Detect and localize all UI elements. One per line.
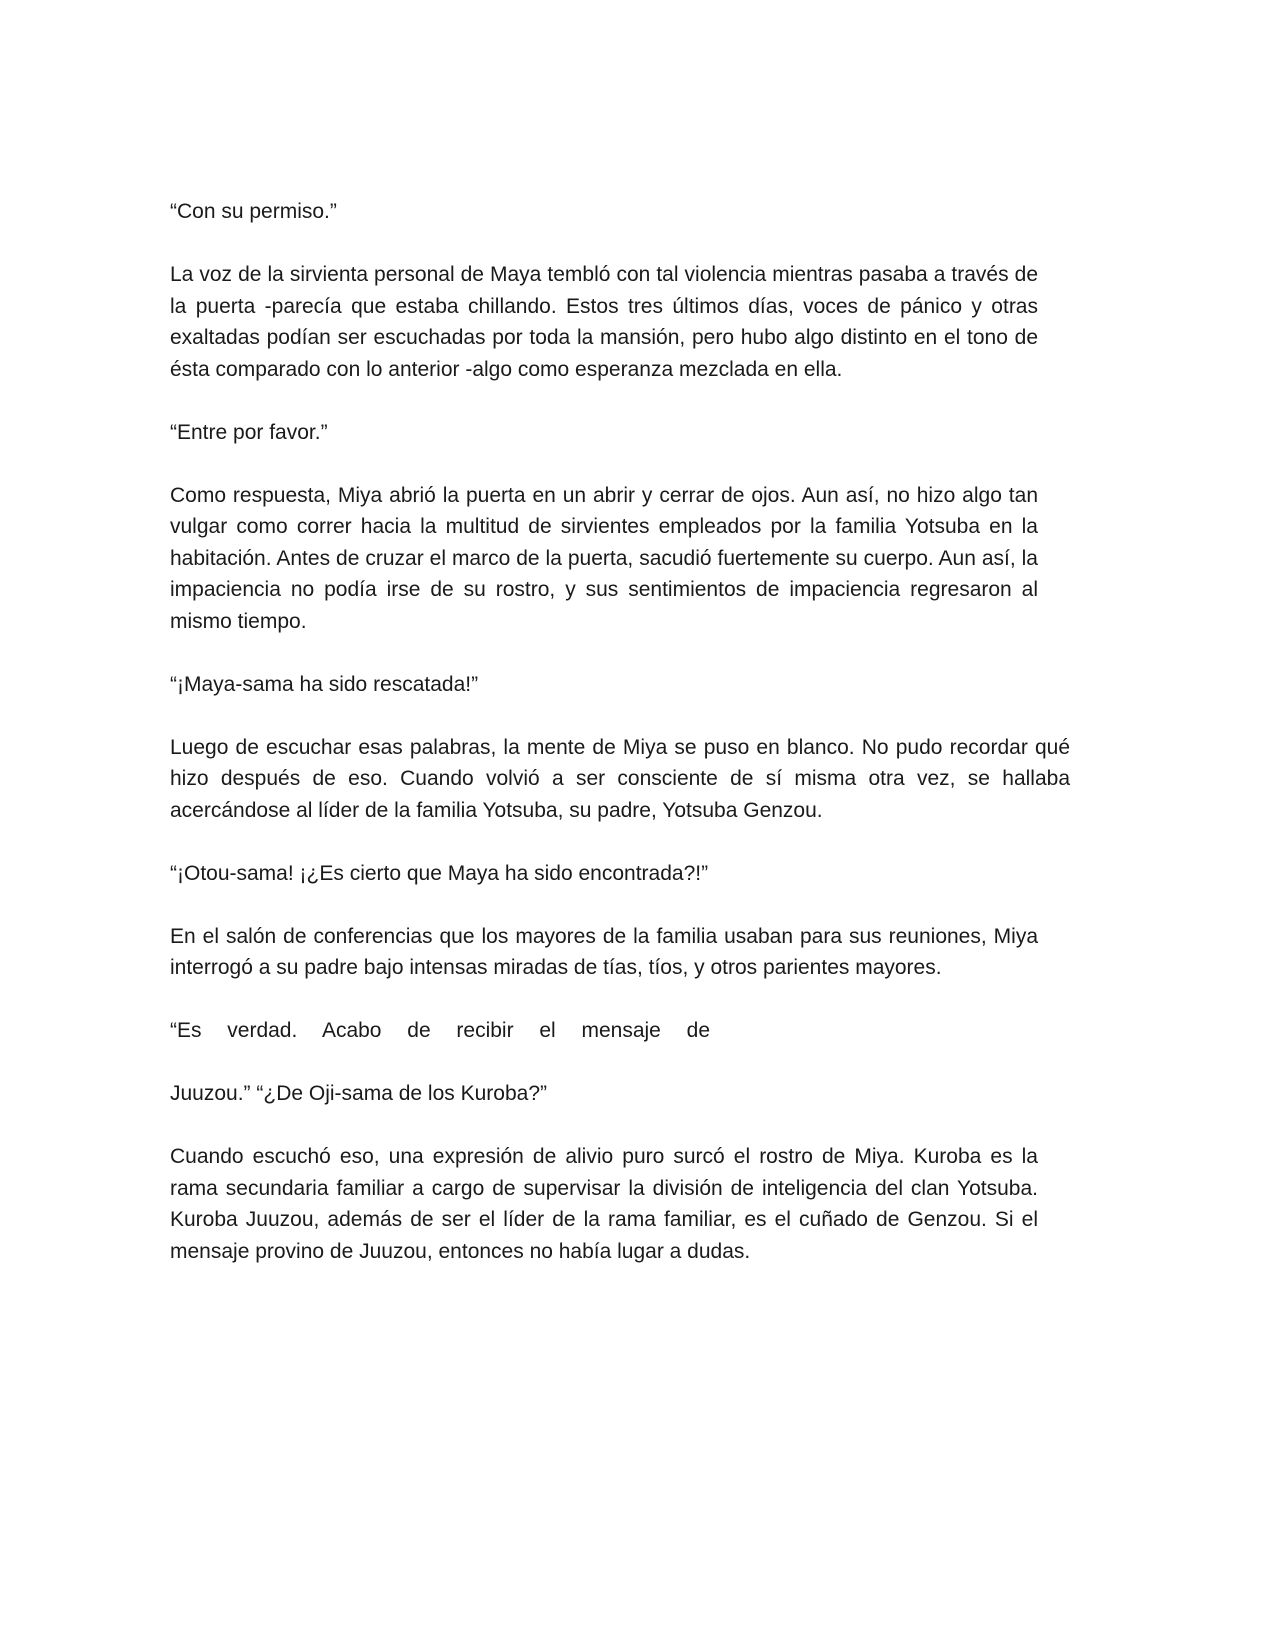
- paragraph: Luego de escuchar esas palabras, la mente de Miya se puso en blanco. No pudo recordar qué hizo después de eso. Cuando volvió a ser consciente de sí misma otra vez, se hallaba acercándose al líder de la familia Yotsuba, su padre, Yotsuba Genzou.: [170, 735, 1070, 822]
- paragraph: En el salón de conferencias que los mayores de la familia usaban para sus reuniones, Miya interrogó a su padre bajo intensas miradas de tías, tíos, y otros parientes mayores.: [170, 924, 1038, 979]
- dialogue-line: “¡Maya-sama ha sido rescatada!”: [170, 672, 479, 696]
- dialogue-line: “¡Otou-sama! ¡¿Es cierto que Maya ha sido encontrada?!”: [170, 861, 709, 885]
- dialogue-line: “Es verdad. Acabo de recibir el mensaje de: [170, 1019, 710, 1042]
- paragraph: Cuando escuchó eso, una expresión de alivio puro surcó el rostro de Miya. Kuroba es la rama secundaria familiar a cargo de supervisar la división de inteligencia del clan Yotsuba. Kuroba Juuzou, además de ser el líder de la rama familiar, es el cuñado de Genzou. Si el mensaje provino de Juuzou, entonces no había lugar a dudas.: [170, 1145, 1038, 1263]
- dialogue-line: Juuzou.” “¿De Oji-sama de los Kuroba?”: [170, 1082, 547, 1105]
- paragraph: La voz de la sirvienta personal de Maya tembló con tal violencia mientras pasaba a través de la puerta -parecía que estaba chillando. Estos tres últimos días, voces de pánico y otras exaltadas podían ser escuchadas por toda la mansión, pero hubo algo distinto en el tono de ésta comparado con lo anterior -algo como esperanza mezclada en ella.: [170, 263, 1038, 381]
- dialogue-line: “Entre por favor.”: [170, 420, 328, 444]
- document-page: [170, 196, 1070, 1299]
- paragraph: Como respuesta, Miya abrió la puerta en un abrir y cerrar de ojos. Aun así, no hizo algo tan vulgar como correr hacia la multitud de sirvientes empleados por la familia Yotsuba en la habitación. Antes de cruzar el marco de la puerta, sacudió fuertemente su cuerpo. Aun así, la impaciencia no podía irse de su rostro, y sus sentimientos de impaciencia regresaron al mismo tiempo.: [170, 483, 1038, 633]
- dialogue-line: “Con su permiso.”: [170, 200, 337, 223]
